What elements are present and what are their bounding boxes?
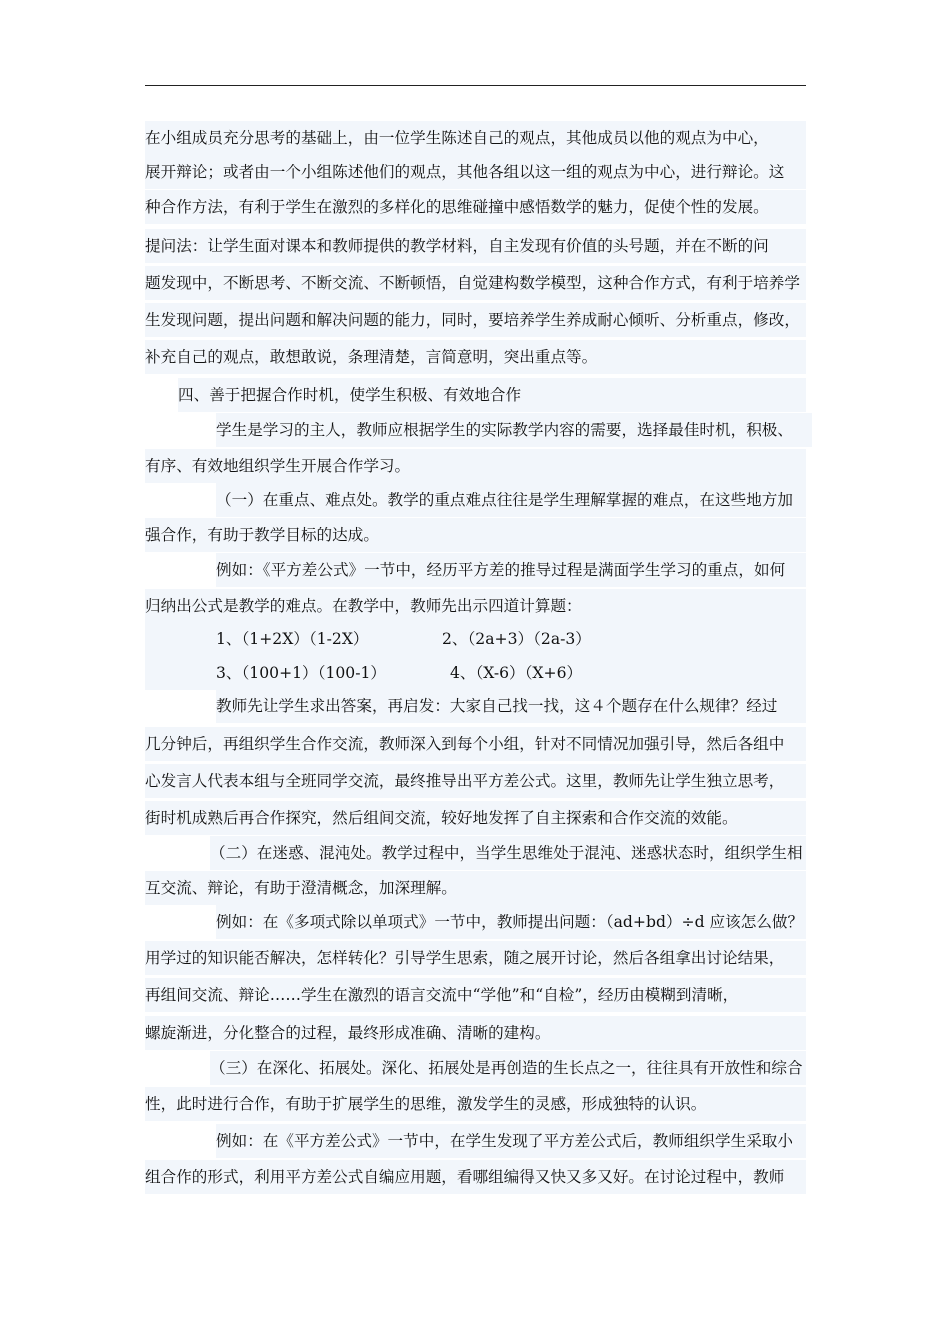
paragraph-line: 种合作方法，有利于学生在激烈的多样化的思维碰撞中感悟数学的魅力，促使个性的发展。	[145, 190, 806, 224]
paragraph-line: 心发言人代表本组与全班同学交流，最终推导出平方差公式。这里，教师先让学生独立思考，	[145, 764, 806, 798]
paragraph-line: 几分钟后，再组织学生合作交流，教师深入到每个小组，针对不同情况加强引导，然后各组中	[145, 727, 806, 761]
math-problem: 4、（X-6）（X+6）	[450, 664, 583, 682]
paragraph-line: 教师先让学生求出答案，再启发：大家自己找一找，这４个题存在什么规律？经过	[216, 689, 806, 723]
paragraph-line: 有序、有效地组织学生开展合作学习。	[145, 449, 806, 483]
paragraph-line: 提问法：让学生面对课本和教师提供的教学材料，自主发现有价值的头号题，并在不断的问	[145, 229, 806, 263]
paragraph-line: 例如：在《多项式除以单项式》一节中，教师提出问题：（ad+bd）÷d 应该怎么做？	[216, 905, 806, 939]
paragraph-line: 归纳出公式是教学的难点。在教学中，教师先出示四道计算题：	[145, 589, 806, 623]
math-row	[145, 622, 806, 656]
section-heading: 四、善于把握合作时机，使学生积极、有效地合作	[178, 378, 806, 412]
paragraph-line: 再组间交流、辩论……学生在激烈的语言交流中“学他”和“自检”，经历由模糊到清晰，	[145, 978, 806, 1012]
math-row	[145, 656, 806, 690]
paragraph-line: 性，此时进行合作，有助于扩展学生的思维，激发学生的灵感，形成独特的认识。	[145, 1087, 806, 1121]
paragraph-line: （一）在重点、难点处。教学的重点难点往往是学生理解掌握的难点，在这些地方加	[216, 483, 806, 517]
paragraph-line: 补充自己的观点，敢想敢说，条理清楚，言简意明，突出重点等。	[145, 340, 806, 374]
paragraph-line: 组合作的形式，利用平方差公式自编应用题，看哪组编得又快又多又好。在讨论过程中，教师	[145, 1160, 806, 1194]
paragraph-line: 螺旋渐进，分化整合的过程，最终形成准确、清晰的建构。	[145, 1016, 806, 1050]
paragraph-line: 例如：《平方差公式》一节中，经历平方差的推导过程是满面学生学习的重点，如何	[216, 553, 806, 587]
paragraph-line: （三）在深化、拓展处。深化、拓展处是再创造的生长点之一，往往具有开放性和综合	[210, 1051, 806, 1085]
paragraph-line: 互交流、辩论，有助于澄清概念，加深理解。	[145, 871, 806, 905]
paragraph-line: 生发现问题，提出问题和解决问题的能力，同时，要培养学生养成耐心倾听、分析重点，修改，	[145, 303, 806, 337]
math-problem: 1、（1+2X）（1-2X）	[216, 630, 369, 648]
paragraph-line: （二）在迷惑、混沌处。教学过程中，当学生思维处于混沌、迷惑状态时，组织学生相	[210, 836, 806, 870]
paragraph-line: 例如：在《平方差公式》一节中，在学生发现了平方差公式后，教师组织学生采取小	[216, 1124, 806, 1158]
paragraph-line: 用学过的知识能否解决，怎样转化？引导学生思索，随之展开讨论，然后各组拿出讨论结果，	[145, 941, 806, 975]
paragraph-line: 学生是学习的主人，教师应根据学生的实际教学内容的需要，选择最佳时机，积极、	[216, 413, 812, 447]
paragraph-line: 题发现中，不断思考、不断交流、不断顿悟，自觉建构数学模型，这种合作方式，有利于培养学	[145, 266, 806, 300]
paragraph-line: 街时机成熟后再合作探究，然后组间交流，较好地发挥了自主探索和合作交流的效能。	[145, 801, 806, 835]
header-rule	[145, 85, 806, 86]
math-problem: 3、（100+1）（100-1）	[216, 664, 386, 682]
paragraph-line: 在小组成员充分思考的基础上，由一位学生陈述自己的观点，其他成员以他的观点为中心，	[145, 121, 806, 155]
paragraph-line: 展开辩论；或者由一个小组陈述他们的观点，其他各组以这一组的观点为中心，进行辩论。这	[145, 155, 806, 189]
math-problem: 2、（2a+3）（2a-3）	[442, 630, 591, 648]
paragraph-line: 强合作，有助于教学目标的达成。	[145, 518, 806, 552]
